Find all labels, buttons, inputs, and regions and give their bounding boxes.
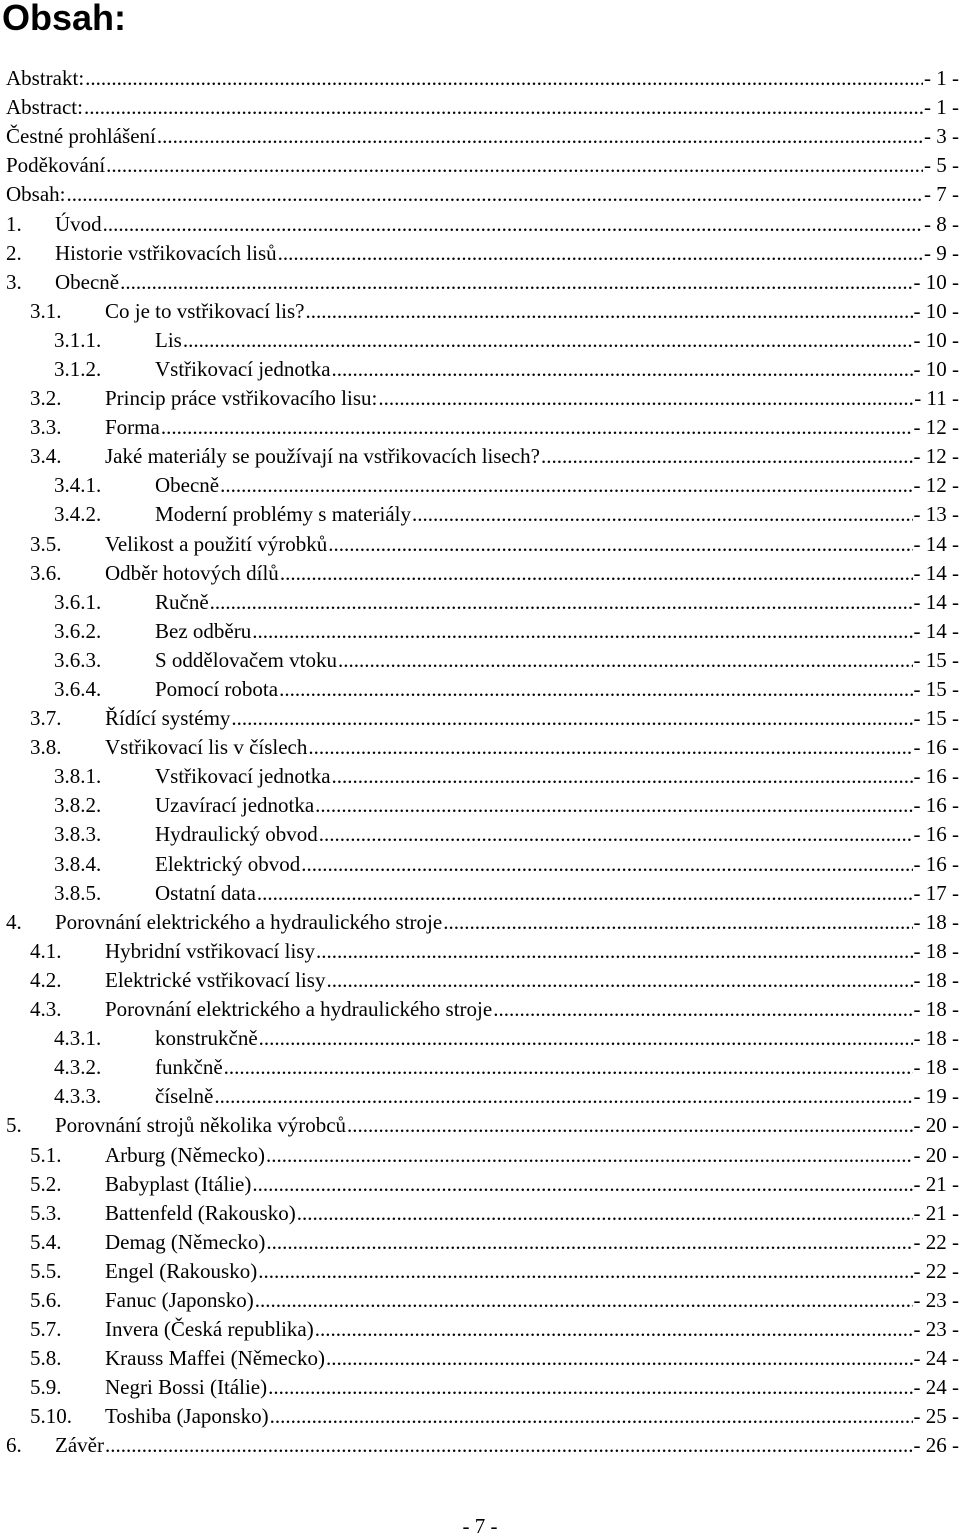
toc-entry[interactable]: [6, 791, 959, 820]
toc-entry[interactable]: [6, 617, 959, 646]
toc-dot-leader: [183, 328, 913, 353]
toc-dot-leader: [85, 66, 923, 91]
toc-entry-page: - 1 -: [924, 95, 959, 120]
toc-entry-number: 5.4.: [30, 1229, 62, 1254]
toc-entry-page: - 18 -: [913, 1055, 959, 1080]
toc-dot-leader: [259, 1026, 913, 1051]
toc-entry-page: - 10 -: [913, 298, 959, 323]
toc-entry-number: 3.8.: [30, 735, 62, 760]
toc-entry[interactable]: [6, 908, 959, 937]
toc-dot-leader: [266, 1143, 913, 1168]
toc-entry[interactable]: [6, 646, 959, 675]
toc-entry-page: - 18 -: [913, 938, 959, 963]
toc-entry-page: - 22 -: [913, 1229, 959, 1254]
toc-entry[interactable]: [6, 1082, 959, 1111]
toc-entry-page: - 24 -: [913, 1346, 959, 1371]
toc-entry-number: 3.6.1.: [54, 589, 102, 614]
toc-entry-number: 3.3.: [30, 415, 62, 440]
toc-entry-page: - 18 -: [913, 1026, 959, 1051]
toc-entry-page: - 22 -: [913, 1258, 959, 1283]
toc-entry[interactable]: [6, 93, 959, 122]
toc-entry[interactable]: [6, 209, 959, 238]
toc-entry[interactable]: [6, 442, 959, 471]
toc-entry-title: Princip práce vstřikovacího lisu:: [105, 386, 378, 411]
toc-entry-title: Obsah:: [6, 182, 66, 207]
toc-entry[interactable]: [6, 1257, 959, 1286]
toc-entry[interactable]: [6, 966, 959, 995]
toc-entry-page: - 16 -: [913, 851, 959, 876]
toc-dot-leader: [220, 473, 912, 498]
toc-entry[interactable]: [6, 122, 959, 151]
toc-entry[interactable]: [6, 733, 959, 762]
toc-entry-page: - 16 -: [913, 764, 959, 789]
toc-entry-title: Elektrický obvod: [155, 851, 301, 876]
toc-entry[interactable]: [6, 64, 959, 93]
toc-entry-number: 5.1.: [30, 1142, 62, 1167]
toc-entry[interactable]: [6, 297, 959, 326]
toc-entry-page: - 16 -: [913, 735, 959, 760]
toc-entry-title: Obecně: [155, 473, 220, 498]
toc-entry-title: Forma: [105, 415, 160, 440]
toc-dot-leader: [268, 1375, 912, 1400]
toc-entry-number: 4.3.3.: [54, 1084, 102, 1109]
toc-entry-page: - 21 -: [913, 1200, 959, 1225]
toc-entry[interactable]: [6, 1431, 959, 1460]
toc-entry-title: Čestné prohlášení: [6, 124, 156, 149]
toc-entry-page: - 7 -: [924, 182, 959, 207]
toc-dot-leader: [308, 735, 912, 760]
toc-entry-number: 3.4.: [30, 444, 62, 469]
toc-entry-page: - 15 -: [913, 706, 959, 731]
toc-entry-title: Lis: [155, 327, 182, 352]
toc-entry-title: Hydraulický obvod: [155, 822, 318, 847]
toc-entry-page: - 24 -: [913, 1375, 959, 1400]
toc-entry-title: Uzavírací jednotka: [155, 793, 315, 818]
toc-entry[interactable]: [6, 879, 959, 908]
toc-dot-leader: [258, 1259, 912, 1284]
toc-entry-title: Co je to vstřikovací lis?: [105, 298, 305, 323]
toc-entry[interactable]: [6, 1024, 959, 1053]
toc-entry[interactable]: [6, 500, 959, 529]
toc-entry-title: Porovnání elektrického a hydraulického stroje: [55, 909, 443, 934]
toc-entry-title: Úvod: [55, 211, 102, 236]
toc-entry-page: - 20 -: [913, 1142, 959, 1167]
toc-dot-leader: [103, 212, 923, 237]
toc-entry[interactable]: [6, 675, 959, 704]
toc-dot-leader: [332, 764, 913, 789]
toc-entry-number: 3.6.2.: [54, 618, 102, 643]
toc-entry[interactable]: [6, 1170, 959, 1199]
toc-entry[interactable]: [6, 850, 959, 879]
toc-entry[interactable]: [6, 559, 959, 588]
toc-entry-title: Vstřikovací jednotka: [155, 356, 331, 381]
toc-entry-title: Babyplast (Itálie): [105, 1171, 252, 1196]
toc-entry-page: - 23 -: [913, 1317, 959, 1342]
toc-entry-page: - 21 -: [913, 1171, 959, 1196]
toc-entry[interactable]: [6, 995, 959, 1024]
page-title: Obsah:: [2, 0, 127, 38]
toc-entry-page: - 15 -: [913, 677, 959, 702]
toc-dot-leader: [493, 997, 912, 1022]
toc-dot-leader: [270, 1404, 913, 1429]
toc-entry-title: Porovnání elektrického a hydraulického stroje: [105, 997, 493, 1022]
toc-entry-title: Ručně: [155, 589, 209, 614]
toc-entry-number: 3.4.2.: [54, 502, 102, 527]
toc-entry-title: Moderní problémy s materiály: [155, 502, 412, 527]
toc-entry[interactable]: [6, 1053, 959, 1082]
toc-entry-page: - 9 -: [924, 240, 959, 265]
toc-entry-page: - 14 -: [913, 589, 959, 614]
toc-entry-title: Demag (Německo): [105, 1229, 266, 1254]
toc-dot-leader: [84, 95, 923, 120]
toc-entry[interactable]: [6, 1402, 959, 1431]
toc-entry-title: funkčně: [155, 1055, 223, 1080]
toc-entry[interactable]: [6, 1228, 959, 1257]
toc-dot-leader: [315, 793, 912, 818]
toc-dot-leader: [347, 1113, 912, 1138]
toc-dot-leader: [105, 1433, 913, 1458]
toc-dot-leader: [214, 1084, 912, 1109]
toc-entry-title: Toshiba (Japonsko): [105, 1404, 269, 1429]
toc-entry-number: 4.3.: [30, 997, 62, 1022]
toc-entry-title: Battenfeld (Rakousko): [105, 1200, 296, 1225]
toc-dot-leader: [120, 270, 912, 295]
toc-entry-page: - 10 -: [913, 327, 959, 352]
toc-dot-leader: [378, 386, 913, 411]
toc-entry-page: - 16 -: [913, 793, 959, 818]
toc-entry-title: Negri Bossi (Itálie): [105, 1375, 268, 1400]
toc-entry-number: 3.: [6, 269, 22, 294]
toc-entry-number: 3.8.3.: [54, 822, 102, 847]
toc-entry[interactable]: [6, 530, 959, 559]
toc-entry[interactable]: [6, 326, 959, 355]
toc-entry-number: 2.: [6, 240, 22, 265]
toc-entry-page: - 20 -: [913, 1113, 959, 1138]
toc-dot-leader: [157, 124, 923, 149]
toc-entry-number: 5.5.: [30, 1258, 62, 1283]
toc-entry[interactable]: [6, 180, 959, 209]
toc-entry-page: - 14 -: [913, 531, 959, 556]
table-of-contents: [6, 64, 959, 1461]
toc-entry[interactable]: [6, 471, 959, 500]
toc-dot-leader: [252, 619, 912, 644]
toc-entry-page: - 18 -: [913, 909, 959, 934]
page-number: - 7 -: [462, 1514, 498, 1538]
toc-entry-title: Obecně: [55, 269, 120, 294]
toc-entry-title: Jaké materiály se používají na vstřikovacích lisech?: [105, 444, 541, 469]
toc-entry-number: 1.: [6, 211, 22, 236]
toc-entry-title: Ostatní data: [155, 880, 256, 905]
toc-entry[interactable]: [6, 1286, 959, 1315]
toc-entry-title: Fanuc (Japonsko): [105, 1287, 254, 1312]
toc-entry-number: 4.3.1.: [54, 1026, 102, 1051]
toc-dot-leader: [252, 1172, 912, 1197]
toc-entry-number: 4.2.: [30, 967, 62, 992]
toc-entry-page: - 10 -: [913, 269, 959, 294]
toc-dot-leader: [106, 153, 923, 178]
toc-entry-number: 5.: [6, 1113, 22, 1138]
toc-entry-title: Řídící systémy: [105, 706, 231, 731]
toc-dot-leader: [326, 968, 912, 993]
toc-entry[interactable]: [6, 1199, 959, 1228]
toc-entry-page: - 25 -: [913, 1404, 959, 1429]
toc-entry-number: 3.1.1.: [54, 327, 102, 352]
toc-dot-leader: [278, 241, 923, 266]
toc-entry-number: 5.3.: [30, 1200, 62, 1225]
toc-dot-leader: [231, 706, 912, 731]
toc-entry-page: - 12 -: [913, 473, 959, 498]
toc-dot-leader: [541, 444, 912, 469]
toc-dot-leader: [328, 532, 912, 557]
toc-dot-leader: [305, 299, 912, 324]
toc-dot-leader: [257, 881, 913, 906]
toc-dot-leader: [210, 590, 913, 615]
toc-dot-leader: [224, 1055, 913, 1080]
toc-entry[interactable]: [6, 413, 959, 442]
toc-entry-title: Engel (Rakousko): [105, 1258, 258, 1283]
toc-entry-page: - 17 -: [913, 880, 959, 905]
toc-entry-number: 3.7.: [30, 706, 62, 731]
toc-entry-number: 3.1.2.: [54, 356, 102, 381]
toc-entry-page: - 19 -: [913, 1084, 959, 1109]
toc-entry-title: Invera (Česká republika): [105, 1317, 314, 1342]
toc-entry-number: 3.1.: [30, 298, 62, 323]
toc-entry-number: 4.1.: [30, 938, 62, 963]
toc-entry-number: 3.2.: [30, 386, 62, 411]
toc-entry-number: 3.8.1.: [54, 764, 102, 789]
toc-entry-number: 3.6.3.: [54, 647, 102, 672]
toc-entry-page: - 14 -: [913, 560, 959, 585]
toc-dot-leader: [319, 822, 913, 847]
toc-entry-number: 3.5.: [30, 531, 62, 556]
toc-entry-page: - 5 -: [924, 153, 959, 178]
toc-entry-number: 3.6.4.: [54, 677, 102, 702]
toc-entry-page: - 18 -: [913, 967, 959, 992]
toc-entry[interactable]: [6, 588, 959, 617]
toc-entry-page: - 15 -: [913, 647, 959, 672]
toc-entry[interactable]: [6, 1344, 959, 1373]
toc-entry-title: Vstřikovací lis v číslech: [105, 735, 308, 760]
toc-entry[interactable]: [6, 1111, 959, 1140]
toc-entry-page: - 14 -: [913, 618, 959, 643]
toc-entry-title: Poděkování: [6, 153, 106, 178]
toc-dot-leader: [443, 910, 912, 935]
toc-entry-page: - 3 -: [924, 124, 959, 149]
toc-entry-title: Bez odběru: [155, 618, 252, 643]
toc-dot-leader: [326, 1346, 912, 1371]
toc-entry-number: 3.8.5.: [54, 880, 102, 905]
toc-entry[interactable]: [6, 1315, 959, 1344]
toc-dot-leader: [67, 182, 924, 207]
toc-dot-leader: [279, 677, 912, 702]
toc-entry-title: Historie vstřikovacích lisů: [55, 240, 277, 265]
toc-entry-title: Krauss Maffei (Německo): [105, 1346, 326, 1371]
toc-dot-leader: [280, 561, 913, 586]
toc-dot-leader: [316, 939, 913, 964]
toc-entry-title: Velikost a použití výrobků: [105, 531, 328, 556]
toc-dot-leader: [266, 1230, 912, 1255]
toc-entry[interactable]: [6, 1373, 959, 1402]
toc-entry-number: 5.8.: [30, 1346, 62, 1371]
toc-dot-leader: [412, 502, 912, 527]
toc-dot-leader: [301, 852, 912, 877]
toc-entry-page: - 12 -: [913, 444, 959, 469]
toc-entry-page: - 13 -: [913, 502, 959, 527]
toc-entry-title: Abstract:: [6, 95, 83, 120]
toc-entry[interactable]: [6, 355, 959, 384]
toc-entry[interactable]: [6, 937, 959, 966]
toc-entry-title: Hybridní vstřikovací lisy: [105, 938, 315, 963]
toc-entry-number: 5.9.: [30, 1375, 62, 1400]
toc-dot-leader: [338, 648, 913, 673]
toc-entry-page: - 11 -: [914, 386, 959, 411]
toc-entry-title: číselně: [155, 1084, 214, 1109]
toc-dot-leader: [297, 1201, 913, 1226]
toc-entry-number: 3.8.2.: [54, 793, 102, 818]
toc-dot-leader: [315, 1317, 913, 1342]
toc-entry[interactable]: [6, 384, 959, 413]
toc-entry-title: Elektrické vstřikovací lisy: [105, 967, 326, 992]
toc-entry[interactable]: [6, 820, 959, 849]
toc-entry-title: S oddělovačem vtoku: [155, 647, 337, 672]
toc-entry-number: 6.: [6, 1433, 22, 1458]
toc-entry-number: 5.2.: [30, 1171, 62, 1196]
toc-entry-page: - 12 -: [913, 415, 959, 440]
toc-entry[interactable]: [6, 704, 959, 733]
toc-entry[interactable]: [6, 762, 959, 791]
toc-entry-title: Abstrakt:: [6, 66, 85, 91]
toc-dot-leader: [255, 1288, 913, 1313]
toc-entry-page: - 1 -: [924, 66, 959, 91]
toc-dot-leader: [161, 415, 913, 440]
toc-entry[interactable]: [6, 239, 959, 268]
toc-entry-number: 3.6.: [30, 560, 62, 585]
toc-entry-number: 3.8.4.: [54, 851, 102, 876]
toc-entry-number: 5.10.: [30, 1404, 72, 1429]
toc-entry-title: Arburg (Německo): [105, 1142, 265, 1167]
toc-entry-number: 4.: [6, 909, 22, 934]
toc-entry-title: Pomocí robota: [155, 677, 279, 702]
toc-entry-title: Vstřikovací jednotka: [155, 764, 331, 789]
toc-entry-title: Závěr: [55, 1433, 104, 1458]
toc-entry-page: - 18 -: [913, 997, 959, 1022]
toc-entry-number: 3.4.1.: [54, 473, 102, 498]
toc-entry-page: - 10 -: [913, 356, 959, 381]
toc-entry-page: - 23 -: [913, 1287, 959, 1312]
toc-entry[interactable]: [6, 268, 959, 297]
toc-entry-title: Odběr hotových dílů: [105, 560, 279, 585]
toc-dot-leader: [332, 357, 913, 382]
toc-entry-number: 4.3.2.: [54, 1055, 102, 1080]
toc-entry-page: - 8 -: [924, 211, 959, 236]
toc-entry[interactable]: [6, 1140, 959, 1169]
toc-entry-title: Porovnání strojů několika výrobců: [55, 1113, 347, 1138]
toc-entry-number: 5.6.: [30, 1287, 62, 1312]
toc-entry-page: - 26 -: [913, 1433, 959, 1458]
toc-entry[interactable]: [6, 151, 959, 180]
toc-entry-number: 5.7.: [30, 1317, 62, 1342]
toc-entry-title: konstrukčně: [155, 1026, 258, 1051]
toc-entry-page: - 16 -: [913, 822, 959, 847]
